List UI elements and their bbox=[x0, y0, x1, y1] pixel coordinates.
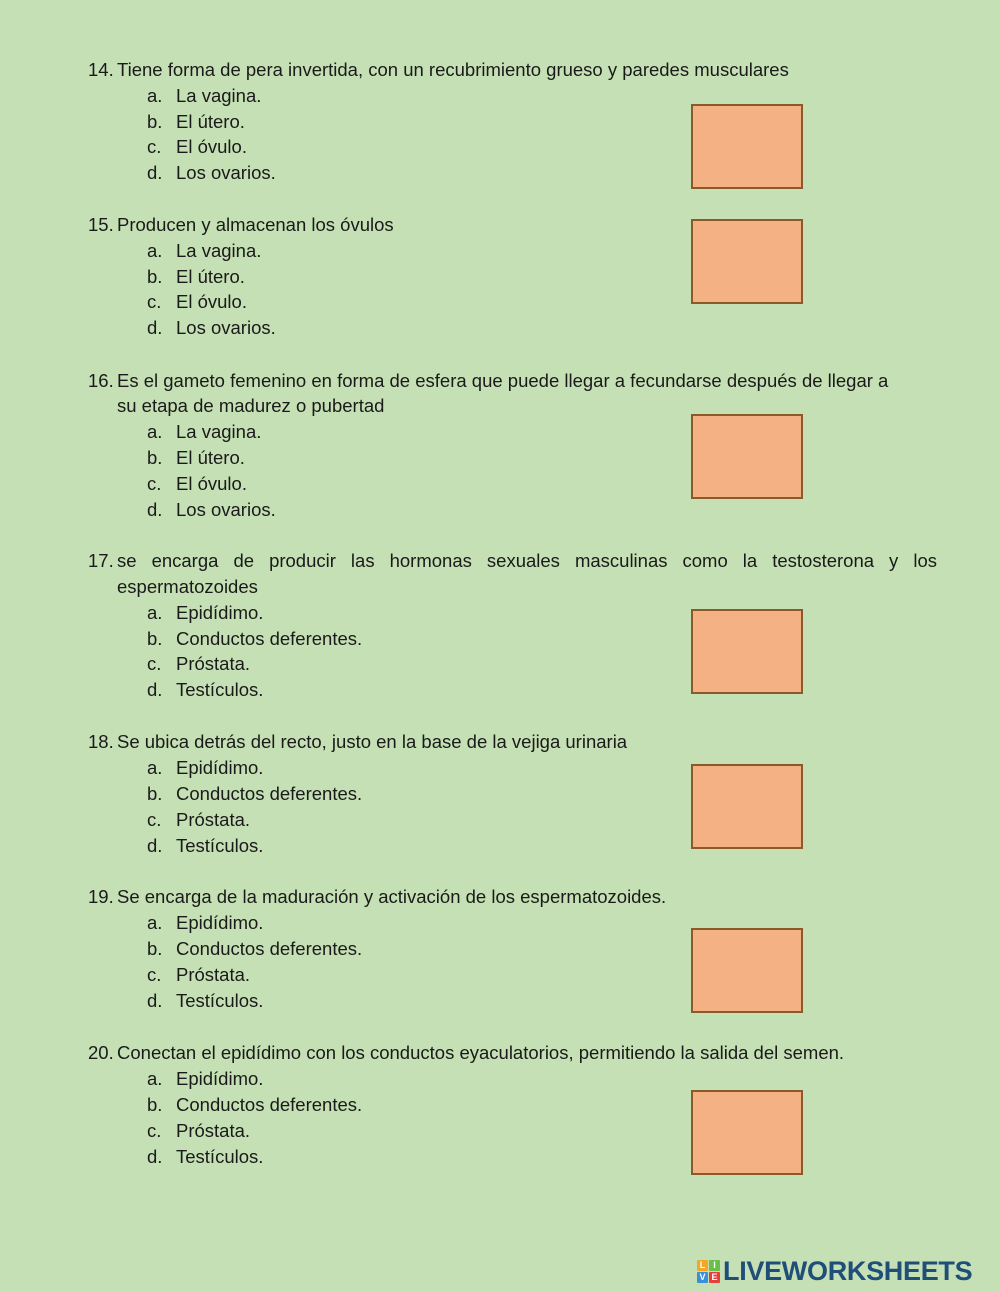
question-number: 19. bbox=[88, 886, 114, 907]
question-number: 16. bbox=[88, 370, 114, 391]
option-letter: b. bbox=[147, 1094, 163, 1115]
option-text: El útero. bbox=[176, 111, 245, 132]
option-letter: d. bbox=[147, 317, 163, 338]
option-letter: c. bbox=[147, 291, 162, 312]
option-letter: a. bbox=[147, 602, 163, 623]
option-letter: d. bbox=[147, 162, 163, 183]
option-letter: b. bbox=[147, 938, 163, 959]
option-letter: a. bbox=[147, 85, 163, 106]
option-text: El óvulo. bbox=[176, 136, 247, 157]
question-text: Producen y almacenan los óvulos bbox=[117, 214, 394, 235]
answer-box-17[interactable] bbox=[691, 609, 803, 694]
option-letter: d. bbox=[147, 679, 163, 700]
option-letter: d. bbox=[147, 990, 163, 1011]
option-letter: d. bbox=[147, 835, 163, 856]
option-letter: a. bbox=[147, 1068, 163, 1089]
question-text: Tiene forma de pera invertida, con un recubrimiento grueso y paredes musculares bbox=[117, 59, 789, 80]
question-number: 20. bbox=[88, 1042, 114, 1063]
option-letter: b. bbox=[147, 111, 163, 132]
logo-text: LIVEWORKSHEETS bbox=[723, 1256, 973, 1286]
option-letter: b. bbox=[147, 628, 163, 649]
option-text: Conductos deferentes. bbox=[176, 628, 363, 649]
option-letter: b. bbox=[147, 447, 163, 468]
option-letter: c. bbox=[147, 653, 162, 674]
question-number: 14. bbox=[88, 59, 114, 80]
option-text: El útero. bbox=[176, 266, 245, 287]
logo-tile-v: V bbox=[697, 1272, 708, 1283]
logo-tile-i: I bbox=[709, 1260, 720, 1271]
option-text: La vagina. bbox=[176, 421, 262, 442]
answer-box-15[interactable] bbox=[691, 219, 803, 304]
option-letter: a. bbox=[147, 240, 163, 261]
option-text: Testículos. bbox=[176, 990, 264, 1011]
option-text: Testículos. bbox=[176, 1146, 264, 1167]
option-text: Conductos deferentes. bbox=[176, 1094, 363, 1115]
answer-box-14[interactable] bbox=[691, 104, 803, 189]
option-letter: b. bbox=[147, 783, 163, 804]
option-text: El útero. bbox=[176, 447, 245, 468]
option-text: Epidídimo. bbox=[176, 602, 264, 623]
answer-box-16[interactable] bbox=[691, 414, 803, 499]
option-letter: a. bbox=[147, 912, 163, 933]
option-text: La vagina. bbox=[176, 85, 262, 106]
logo-tile-e: E bbox=[709, 1272, 720, 1283]
option-letter: c. bbox=[147, 136, 162, 157]
option-letter: d. bbox=[147, 499, 163, 520]
question-text: Es el gameto femenino en forma de esfera que puede llegar a fecundarse después de llegar a bbox=[117, 370, 889, 391]
answer-box-19[interactable] bbox=[691, 928, 803, 1013]
option-text: Próstata. bbox=[176, 964, 251, 985]
logo-tile-l: L bbox=[697, 1260, 708, 1271]
answer-box-20[interactable] bbox=[691, 1090, 803, 1175]
question-text-continued: espermatozoides bbox=[117, 576, 258, 597]
option-text: Próstata. bbox=[176, 653, 251, 674]
option-letter: c. bbox=[147, 964, 162, 985]
option-letter: c. bbox=[147, 473, 162, 494]
question-text: Se encarga de la maduración y activación de los espermatozoides. bbox=[117, 886, 667, 907]
option-text: El óvulo. bbox=[176, 291, 247, 312]
question-number: 15. bbox=[88, 214, 114, 235]
option-text: Testículos. bbox=[176, 835, 264, 856]
option-text: Los ovarios. bbox=[176, 317, 276, 338]
logo-tiles-icon bbox=[697, 1260, 720, 1283]
option-letter: d. bbox=[147, 1146, 163, 1167]
option-letter: a. bbox=[147, 757, 163, 778]
option-letter: c. bbox=[147, 1120, 162, 1141]
option-letter: b. bbox=[147, 266, 163, 287]
option-text: Conductos deferentes. bbox=[176, 783, 363, 804]
answer-box-18[interactable] bbox=[691, 764, 803, 849]
option-letter: a. bbox=[147, 421, 163, 442]
question-number: 17. bbox=[88, 550, 114, 571]
option-text: Epidídimo. bbox=[176, 1068, 264, 1089]
option-text: Conductos deferentes. bbox=[176, 938, 363, 959]
option-text: El óvulo. bbox=[176, 473, 247, 494]
option-letter: c. bbox=[147, 809, 162, 830]
option-text: La vagina. bbox=[176, 240, 262, 261]
option-text: Testículos. bbox=[176, 679, 264, 700]
question-text-continued: su etapa de madurez o pubertad bbox=[117, 395, 385, 416]
option-text: Próstata. bbox=[176, 1120, 251, 1141]
question-text: Se ubica detrás del recto, justo en la base de la vejiga urinaria bbox=[117, 731, 628, 752]
question-text: se encarga de producir las hormonas sexuales masculinas como la testosterona y los bbox=[117, 550, 937, 571]
option-text: Los ovarios. bbox=[176, 499, 276, 520]
liveworksheets-logo bbox=[697, 1257, 972, 1285]
option-text: Próstata. bbox=[176, 809, 251, 830]
option-text: Epidídimo. bbox=[176, 912, 264, 933]
option-text: Los ovarios. bbox=[176, 162, 276, 183]
question-number: 18. bbox=[88, 731, 114, 752]
question-text: Conectan el epidídimo con los conductos eyaculatorios, permitiendo la salida del semen. bbox=[117, 1042, 845, 1063]
option-text: Epidídimo. bbox=[176, 757, 264, 778]
